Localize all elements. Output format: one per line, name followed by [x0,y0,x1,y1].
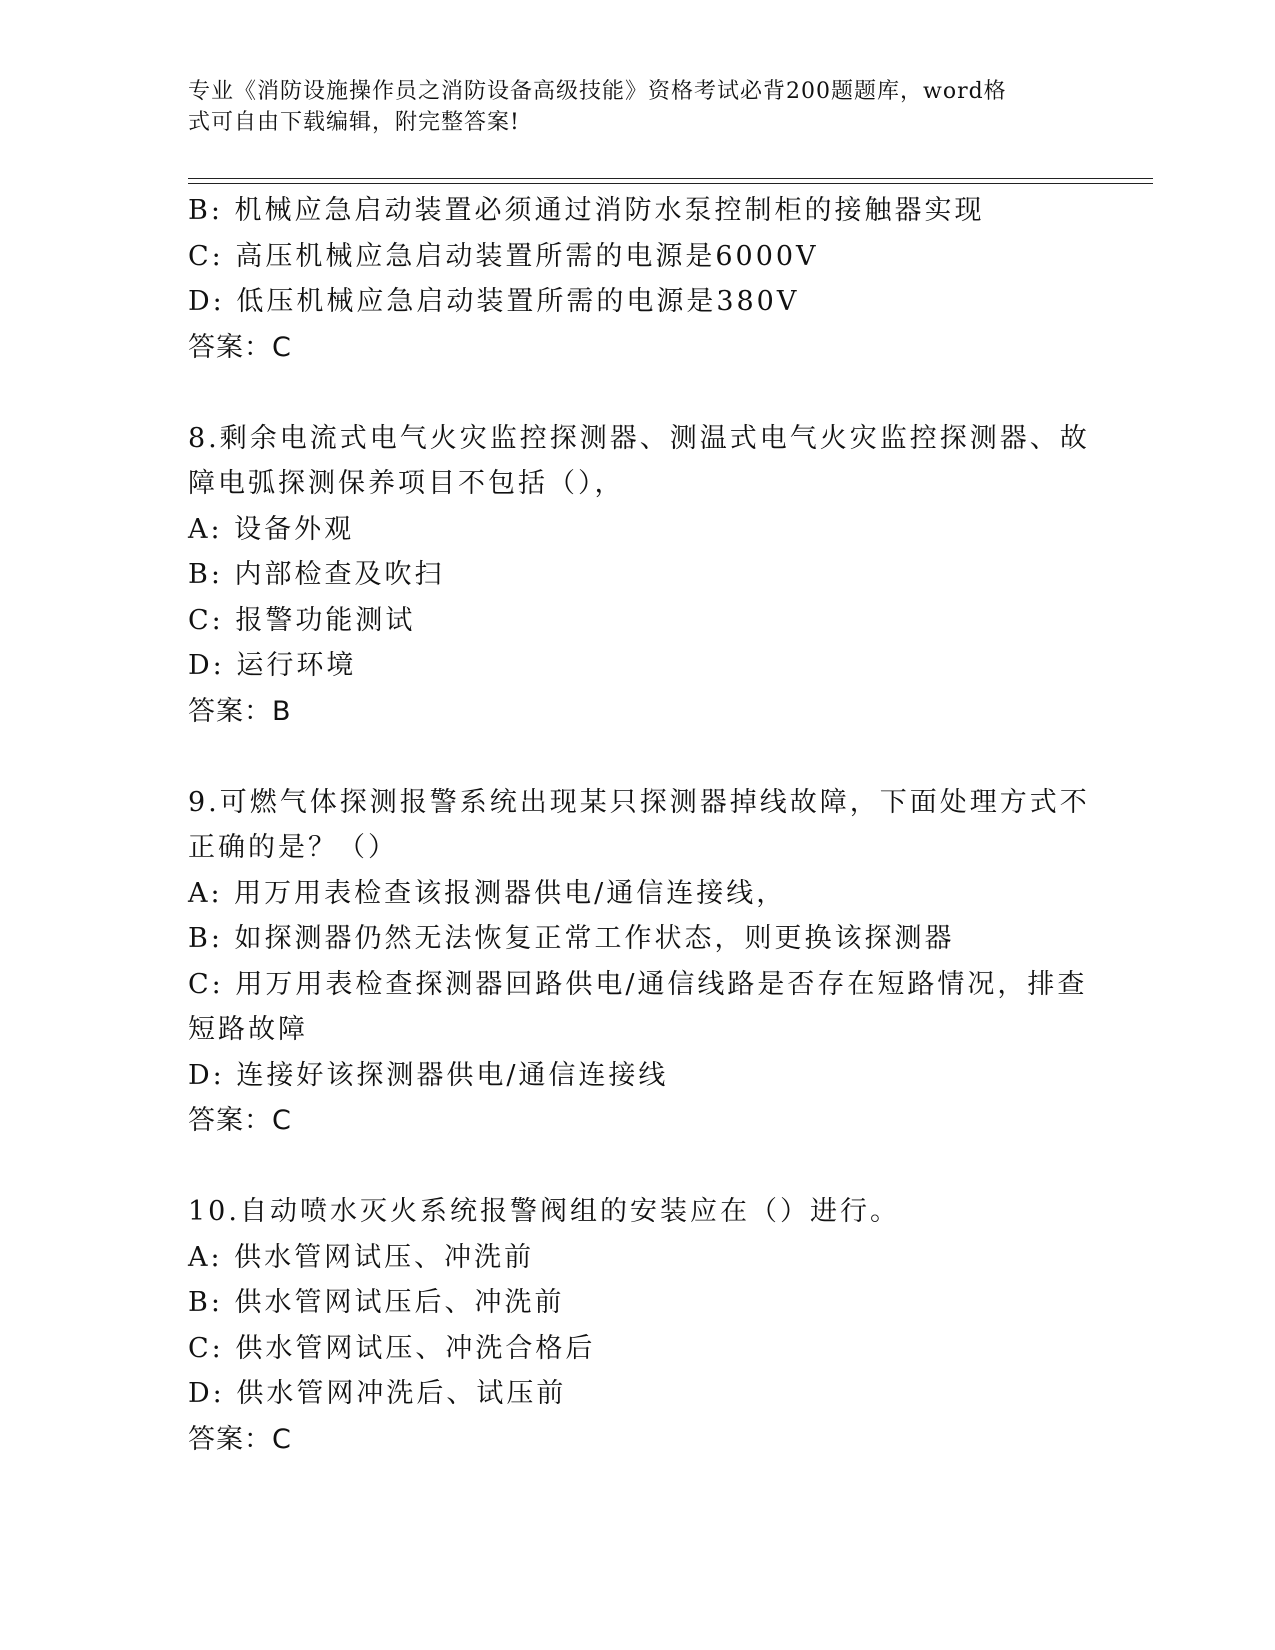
q9-option-c-line-1: C: 用万用表检查探测器回路供电/通信线路是否存在短路情况，排查 [188,968,1088,1000]
spacer [188,1144,1088,1190]
q8-answer: 答案：B [188,695,292,727]
q9-answer: 答案：C [188,1105,292,1136]
question-8 [188,416,1088,735]
spacer [188,734,1088,780]
q8-option-a: A: 设备外观 [188,513,355,545]
q8-stem-line-1: 8.剩余电流式电气火灾监控探测器、测温式电气火灾监控探测器、故 [188,422,1090,454]
q7-option-c: C: 高压机械应急启动装置所需的电源是6000V [188,240,819,272]
q9-option-b: B: 如探测器仍然无法恢复正常工作状态，则更换该探测器 [188,923,955,954]
question-10 [188,1189,1088,1462]
q9-option-c-line-2: 短路故障 [188,1014,308,1045]
q8-option-b: B: 内部检查及吹扫 [188,559,445,590]
spacer [188,370,1088,416]
q9-option-a: A: 用万用表检查该报测器供电/通信连接线， [188,877,787,909]
question-9 [188,780,1088,1144]
q9-stem-line-2: 正确的是？（） [188,832,398,863]
header-divider-top [188,178,1153,179]
header-title-line-2: 式可自由下载编辑，附完整答案! [188,110,520,135]
q10-option-d: D: 供水管网冲洗后、试压前 [188,1378,567,1409]
q8-stem-line-2: 障电弧探测保养项目不包括（）， [188,468,625,499]
question-7 [188,188,1088,370]
q10-stem: 10.自动喷水灭火系统报警阀组的安装应在（）进行。 [188,1196,900,1227]
q10-answer: 答案：C [188,1423,292,1455]
header-title-line-1: 专业《消防设施操作员之消防设备高级技能》资格考试必背200题题库，word格 [188,79,1007,104]
header-divider-bottom [188,183,1153,184]
question-list [188,188,1088,1462]
q10-option-c: C: 供水管网试压、冲洗合格后 [188,1332,596,1364]
q9-stem-line-1: 9.可燃气体探测报警系统出现某只探测器掉线故障，下面处理方式不 [188,786,1090,818]
q10-option-a: A: 供水管网试压、冲洗前 [188,1241,535,1273]
q9-option-d: D: 连接好该探测器供电/通信连接线 [188,1059,669,1091]
document-header [188,76,1088,138]
q7-answer: 答案：C [188,331,292,363]
q8-option-c: C: 报警功能测试 [188,604,416,636]
q7-option-b: B: 机械应急启动装置必须通过消防水泵控制柜的接触器实现 [188,195,985,226]
q7-option-d: D: 低压机械应急启动装置所需的电源是380V [188,286,800,317]
q8-option-d: D: 运行环境 [188,650,357,681]
q10-option-b: B: 供水管网试压后、冲洗前 [188,1287,565,1318]
